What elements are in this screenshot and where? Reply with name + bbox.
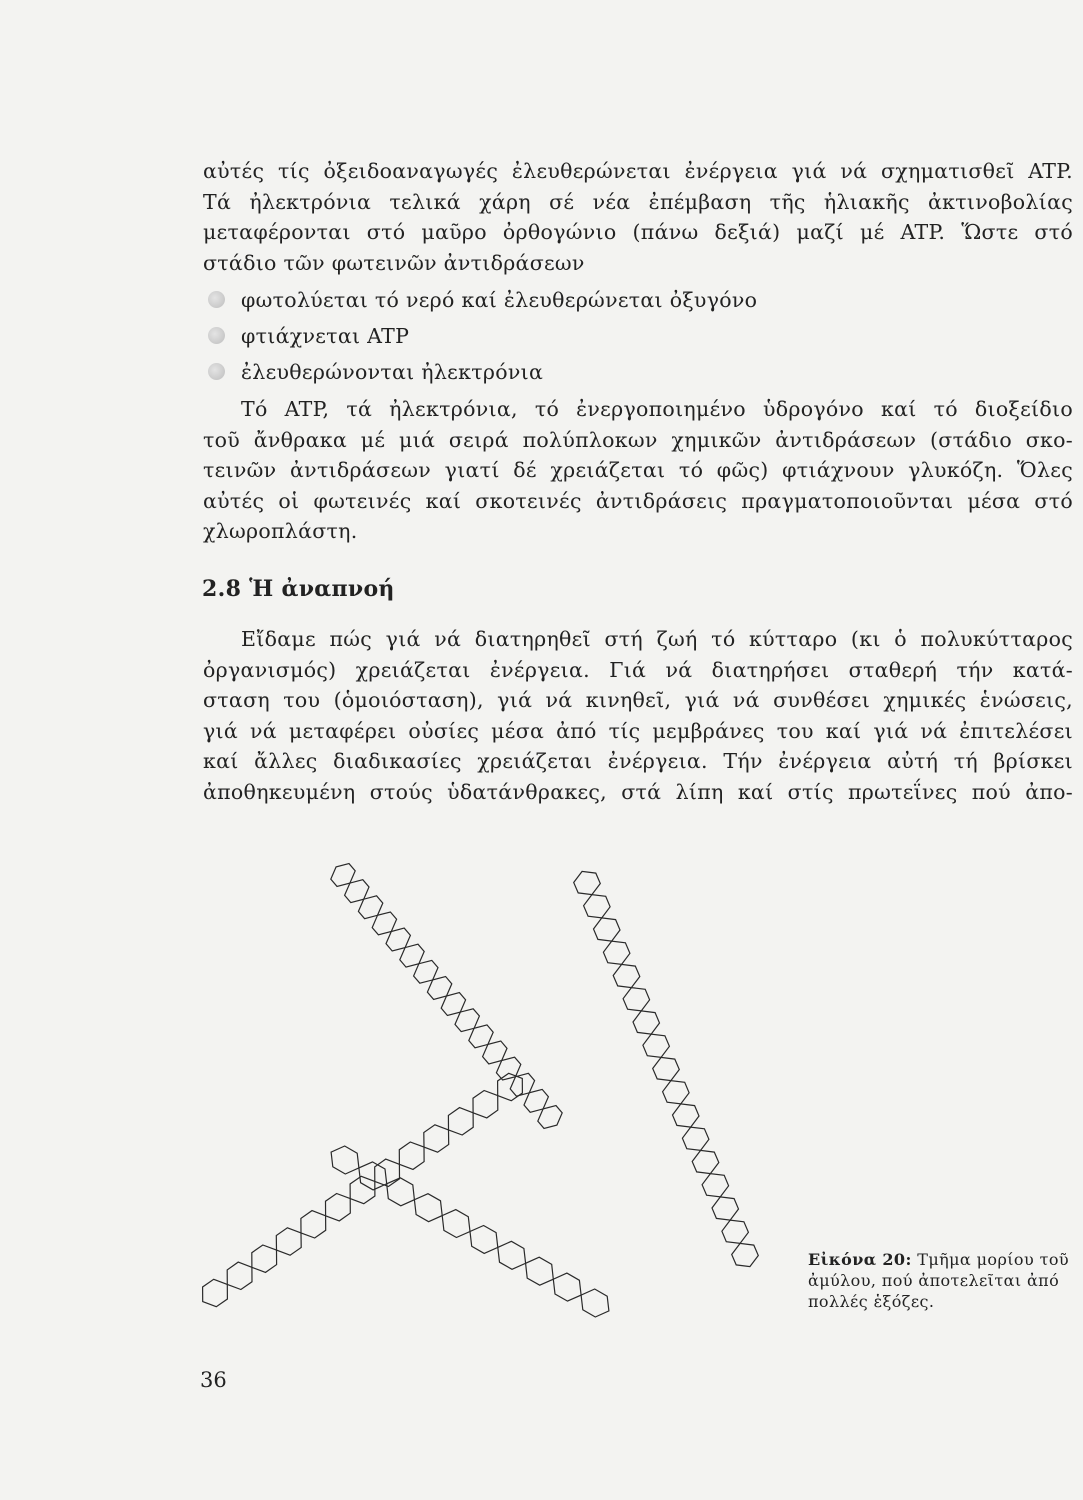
- hexose-ring-2-12: [203, 1279, 228, 1306]
- bullet-dot-icon: [208, 327, 225, 344]
- intro-line-2: Τά ἠλεκτρόνια τελικά χάρη σέ νέα ἐπέμβαση τῆς ἡλιακῆς ἀκτινοβολίας: [203, 189, 1073, 214]
- hexose-ring-1-4: [613, 964, 640, 987]
- hexose-ring-3-8: [553, 1273, 581, 1301]
- hexose-ring-1-7: [643, 1034, 670, 1057]
- hexose-ring-2-8: [301, 1211, 326, 1238]
- para3-line-1: Εἴδαμε πώς γιά νά διατηρηθεῖ στή ζωή τό κύτταρο (κι ὁ πολυκύτταρος: [241, 627, 1073, 651]
- hexose-ring-1-2: [594, 918, 621, 941]
- starch-molecule-diagram: [195, 855, 795, 1345]
- intro-paragraph: [203, 156, 1073, 278]
- figure-caption: [808, 1249, 1073, 1312]
- hexose-ring-3-2: [387, 1178, 415, 1206]
- hexose-ring-1-1: [584, 895, 611, 918]
- page-number: 36: [200, 1368, 227, 1392]
- respiration-paragraph: [203, 624, 1073, 807]
- hexose-ring-1-13: [702, 1174, 729, 1197]
- hexose-ring-2-7: [326, 1194, 351, 1221]
- hexose-ring-2-0: [498, 1073, 523, 1100]
- para2-line-5: χλωροπλάστη.: [203, 519, 358, 543]
- hexose-ring-1-6: [633, 1011, 660, 1034]
- hexose-ring-2-11: [227, 1262, 252, 1289]
- para3-line-2: ὀργανισμός) χρειάζεται ἐνέργεια. Γιά νά διατηρήσει σταθερή τήν κατά-: [203, 657, 1073, 682]
- starch-molecule-figure: [195, 855, 795, 1345]
- hexose-ring-2-10: [252, 1245, 277, 1272]
- intro-line-3: μεταφέρονται στό μαῦρο ὀρθογώνιο (πάνω δεξιά) μαζί μέ ATP. Ὥστε στό: [203, 220, 1073, 244]
- hexose-ring-3-7: [526, 1257, 554, 1285]
- hexose-ring-2-4: [399, 1142, 424, 1169]
- hexose-ring-3-3: [414, 1194, 442, 1222]
- hexose-ring-3-6: [498, 1241, 526, 1269]
- hexose-ring-1-3: [603, 941, 630, 964]
- section-heading: 2.8 Ἡ ἀναπνοή: [202, 576, 395, 602]
- hexose-ring-3-5: [470, 1226, 498, 1254]
- para3-line-5: καί ἄλλες διαδικασίες χρειάζεται ἐνέργεια. Τήν ἐνέργεια αὐτή τή βρίσκει: [203, 749, 1073, 773]
- bullet-list: [203, 282, 903, 390]
- bullet-text: φωτολύεται τό νερό καί ἐλευθερώνεται ὀξυγόνο: [241, 288, 758, 312]
- hexose-ring-3-0: [331, 1146, 359, 1174]
- hexose-ring-3-1: [359, 1162, 387, 1190]
- caption-label: Εἰκόνα 20:: [808, 1250, 912, 1269]
- hexose-ring-1-14: [712, 1197, 739, 1220]
- hexose-ring-1-9: [663, 1081, 690, 1104]
- para3-line-3: σταση του (ὁμοιόσταση), γιά νά κινηθεῖ, γιά νά συνθέσει χημικές ἑνώσεις,: [203, 688, 1073, 712]
- bullet-dot-icon: [208, 363, 225, 380]
- hexose-ring-2-1: [473, 1091, 498, 1118]
- bullet-item: [203, 318, 903, 354]
- para3-line-4: γιά νά μεταφέρει οὐσίες μέσα ἀπό τίς μεμβράνες του καί γιά νά ἐπιτελέσει: [203, 718, 1073, 743]
- bullet-text: φτιάχνεται ATP: [241, 324, 410, 348]
- hexose-ring-3-4: [442, 1210, 470, 1238]
- para2-line-2: τοῦ ἄνθρακα μέ μιά σειρά πολύπλοκων χημικῶν ἀντιδράσεων (στάδιο σκο-: [203, 427, 1073, 452]
- bullet-text: ἐλευθερώνονται ἠλεκτρόνια: [241, 360, 544, 384]
- bullet-item: [203, 354, 903, 390]
- hexose-ring-2-6: [350, 1176, 375, 1203]
- para2-line-1: Τό ATP, τά ἠλεκτρόνια, τό ἐνεργοποιημένο ὑδρογόνο καί τό διοξείδιο: [241, 397, 1073, 421]
- para2-line-3: τεινῶν ἀντιδράσεων γιατί δέ χρειάζεται τό φῶς) φτιάχνουν γλυκόζη. Ὅλες: [203, 458, 1073, 482]
- hexose-ring-1-5: [623, 988, 650, 1011]
- hexose-ring-3-9: [581, 1289, 609, 1317]
- hexose-ring-2-3: [424, 1125, 449, 1152]
- intro-line-1: αὐτές τίς ὀξειδοαναγωγές ἐλευθερώνεται ἐνέργεια γιά νά σχηματισθεῖ ATP.: [203, 159, 1073, 183]
- para2-line-4: αὐτές οἱ φωτεινές καί σκοτεινές ἀντιδράσεις πραγματοποιοῦνται μέσα στό: [203, 488, 1073, 513]
- hexose-ring-1-15: [722, 1220, 749, 1243]
- hexose-ring-2-9: [276, 1228, 301, 1255]
- hexose-ring-1-0: [574, 871, 601, 894]
- photosynthesis-paragraph: [203, 394, 1073, 547]
- hexose-ring-1-12: [692, 1150, 719, 1173]
- bullet-dot-icon: [208, 291, 225, 308]
- hexose-ring-1-10: [673, 1104, 700, 1127]
- caption-text: Τμῆμα μορίου τοῦ ἀμύλου, πού ἀποτελεῖται ἀπό πολλές ἑξόζες.: [808, 1250, 1069, 1311]
- hexose-ring-2-2: [448, 1108, 473, 1135]
- para3-line-6: ἀποθηκευμένη στούς ὑδατάνθρακες, στά λίπη καί στίς πρωτεΐνες πού ἀπο-: [203, 779, 1073, 804]
- hexose-ring-1-16: [732, 1243, 759, 1266]
- hexose-ring-1-8: [653, 1057, 680, 1080]
- intro-line-4: στάδιο τῶν φωτεινῶν ἀντιδράσεων: [203, 250, 585, 275]
- bullet-item: [203, 282, 903, 318]
- hexose-ring-1-11: [682, 1127, 709, 1150]
